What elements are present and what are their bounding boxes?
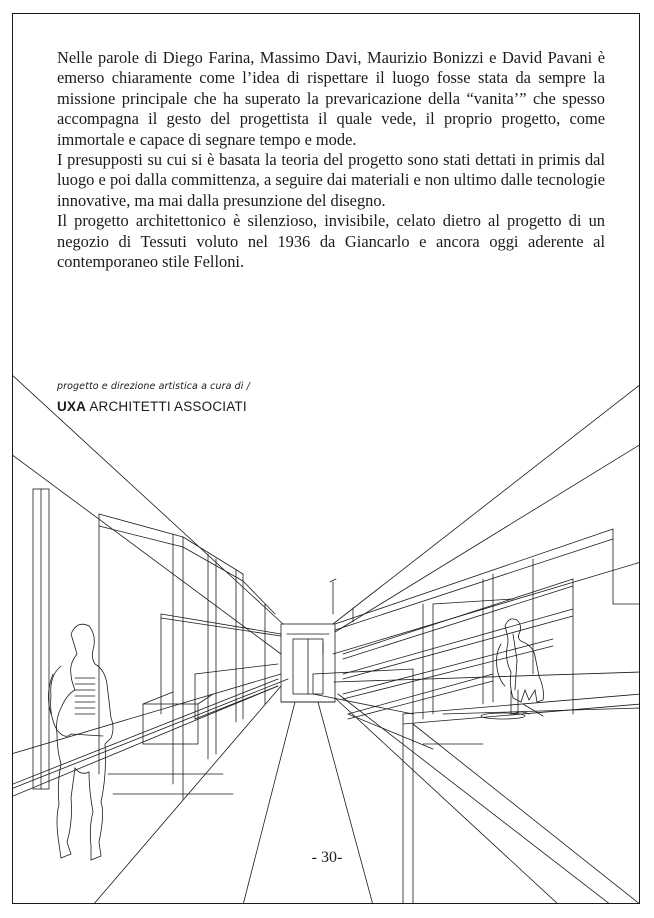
back-wall: [281, 624, 335, 702]
studio-name-rest: ARCHITETTI ASSOCIATI: [86, 399, 247, 414]
credit-label: progetto e direzione artistica a cura di /: [57, 381, 250, 392]
architectural-illustration: [13, 14, 640, 904]
woman-figure: [48, 624, 113, 860]
mannequin-figure: [481, 619, 544, 719]
studio-name-bold: UXA: [57, 399, 87, 414]
page-number: - 30-: [311, 849, 343, 866]
paragraph-3: Il progetto architettonico è silenzioso, invisibile, celato dietro al progetto di un negozio di Tessuti voluto nel 1936 da Giancarlo e ancora oggi aderente al contemporaneo stile Felloni.: [57, 211, 605, 272]
paragraph-1: Nelle parole di Diego Farina, Massimo Davi, Maurizio Bonizzi e David Pavani è emerso chiaramente come l’idea di rispettare il luogo fosse stata da sempre la missione principale che ha superato la prevaricazione della “vanita’” che spesso accompagna il gesto del progettista il quale vede, il proprio progetto, come immortale e capace di segnare tempo e mode.: [57, 48, 605, 149]
perspective-lines: [13, 374, 640, 904]
right-shelves: [313, 529, 640, 904]
page-frame: [12, 13, 640, 904]
paragraph-2: I presupposti su cui si è basata la teoria del progetto sono stati dettati in primis dal luogo e poi dalla committenza, a seguire dai materiali e non ultimo dalle tecnologie innovative, ma mai dalla presunzione del disegno.: [57, 150, 605, 210]
left-structure: [13, 489, 281, 799]
